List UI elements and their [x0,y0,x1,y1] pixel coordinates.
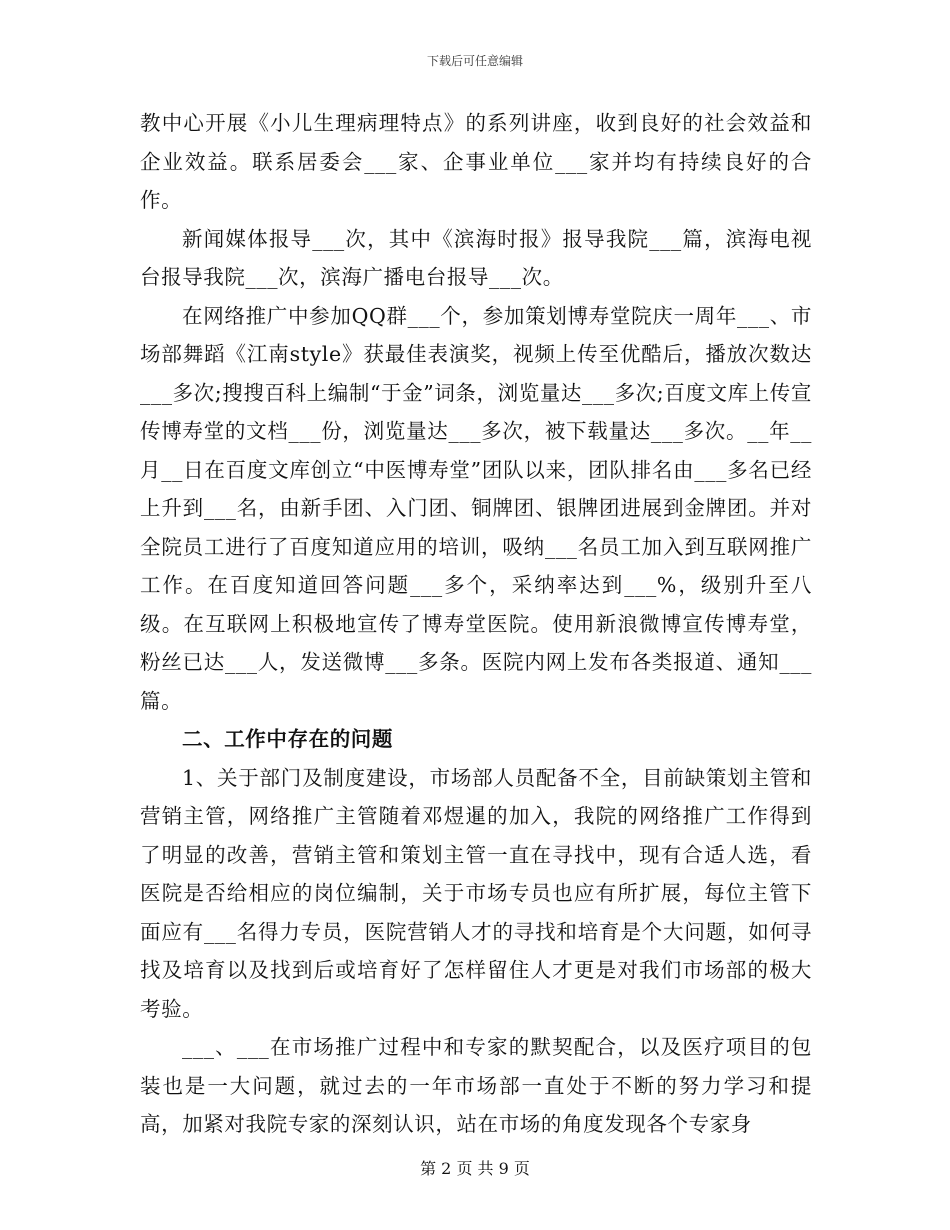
page-number: 第 2 页 共 9 页 [420,1159,530,1178]
section-heading: 二、工作中存在的问题 [182,727,393,751]
paragraph-online-promotion: 在网络推广中参加QQ群___个，参加策划博寿堂院庆一周年___、市场部舞蹈《江南style》获最佳表演奖，视频上传至优酷后，播放次数达___多次;搜搜百科上编制“于金”词条，浏览量达___多次;百度文库上传宣传博寿堂的文档___份，浏览量达___多次，被下载量达___多次。__年__月__日在百度文库创立“中医博寿堂”团队以来，团队排名由___多名已经上升到___名，由新手团、入门团、铜牌团、银牌团进展到金牌团。并对全院员工进行了百度知道应用的培训，吸纳___名员工加入到互联网推广工作。在百度知道回答问题___多个，采纳率达到___%，级别升至八级。在互联网上积极地宣传了博寿堂医院。使用新浪微博宣传博寿堂，粉丝已达___人，发送微博___多条。医院内网上发布各类报道、通知___篇。 [140,303,812,713]
paragraph-media-reports: 新闻媒体报导___次，其中《滨海时报》报导我院___篇，滨海电视台报导我院___次，滨海广播电台报导___次。 [140,226,812,289]
document-body [140,104,812,1144]
paragraph-staffing-issue: 1、关于部门及制度建设，市场部人员配备不全，目前缺策划主管和营销主管，网络推广主管随着邓煜暹的加入，我院的网络推广工作得到了明显的改善，营销主管和策划主管一直在寻找中，现有合适人选，看医院是否给相应的岗位编制，关于市场专员也应有所扩展，每位主管下面应有___名得力专员，医院营销人才的寻找和培育是个大问题，如何寻找及培育以及找到后或培育好了怎样留住人才更是对我们市场部的极大考验。 [140,765,812,1021]
paragraph-continuation: 教中心开展《小儿生理病理特点》的系列讲座，收到良好的社会效益和企业效益。联系居委会___家、企事业单位___家并均有持续良好的合作。 [140,111,812,212]
page-header: 下载后可任意编辑 [426,54,523,68]
paragraph-expert-cooperation: ___、___在市场推广过程中和专家的默契配合，以及医疗项目的包装也是一大问题，就过去的一年市场部一直处于不断的努力学习和提高，加紧对我院专家的深刻认识，站在市场的角度发现各个专家身 [140,1035,812,1136]
